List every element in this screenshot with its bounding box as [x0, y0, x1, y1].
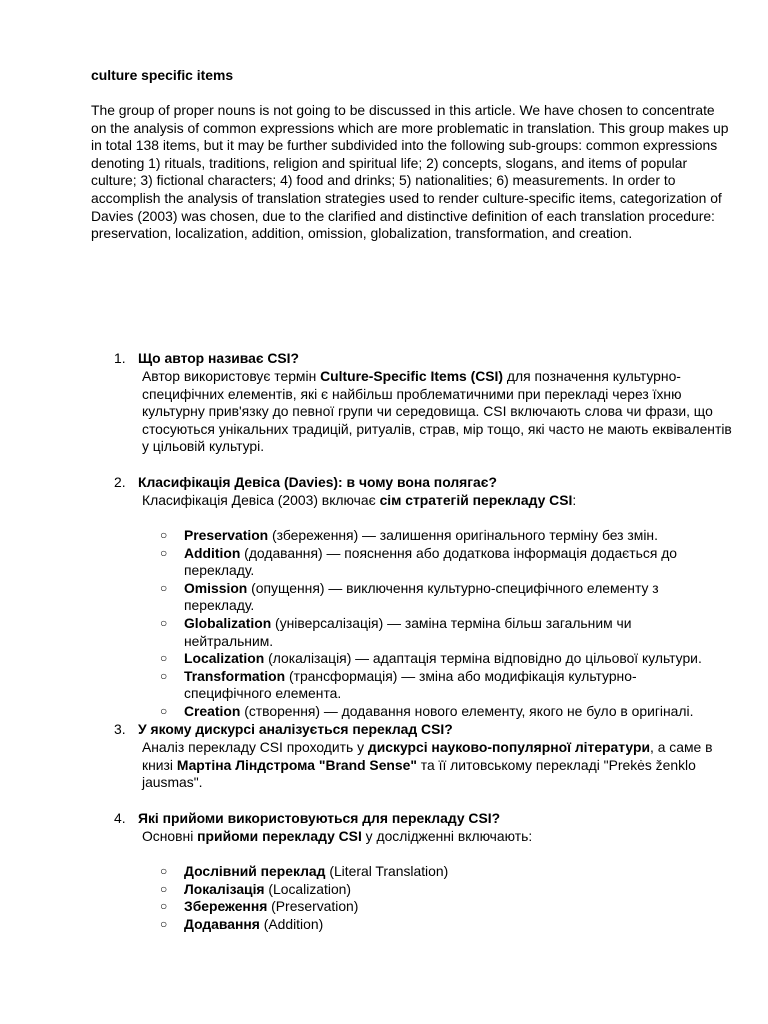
answer-paragraph: Основні прийоми перекладу CSI у дослідженні включають: — [142, 828, 533, 844]
list-item: ○ Додавання (Addition) — [160, 915, 324, 932]
strategy-list — [160, 527, 720, 721]
document-title: culture specific items — [91, 67, 234, 83]
question-title: Класифікація Девіса (Davies): в чому вона полягає? — [138, 474, 497, 490]
circle-bullet-icon: ○ — [160, 703, 168, 718]
circle-bullet-icon: ○ — [160, 916, 168, 931]
list-item: ○ Globalization (універсалізація) — заміна терміна більш загальним чи нейтральним. — [160, 614, 632, 649]
circle-bullet-icon: ○ — [160, 881, 168, 896]
intro-paragraph: The group of proper nouns is not going to be discussed in this article. We have chosen to concentrate on the analysis of common expressions which are more problematic in translation. This group makes up in total 138 items, but it may be further subdivided into the following sub-groups: common expressions denoting 1) rituals, traditions, religion and spiritual life; 2) concepts, slogans, and items of popular culture; 3) fictional characters; 4) food and drinks; 5) nationalities; 6) measurements. In order to accomplish the analysis of translation strategies used to render culture-specific items, categorization of Davies (2003) was chosen, due to the clarified and distinctive definition of each translation procedure: preservation, localization, addition, omission, globalization, transformation, and creation. — [91, 102, 729, 242]
circle-bullet-icon: ○ — [160, 899, 168, 914]
question-title: Які прийоми використовуються для перекладу CSI? — [138, 810, 501, 826]
circle-bullet-icon: ○ — [160, 545, 168, 560]
circle-bullet-icon: ○ — [160, 615, 168, 630]
circle-bullet-icon: ○ — [160, 528, 168, 542]
question-number: 2. — [114, 474, 126, 490]
circle-bullet-icon: ○ — [160, 668, 168, 683]
question-number: 3. — [114, 721, 126, 737]
list-item: ○ Omission (опущення) — виключення культурно-специфічного елементу з перекладу. — [160, 579, 659, 614]
list-item: ○ Preservation (збереження) — залишення оригінального терміну без змін. — [160, 527, 658, 543]
list-item: ○ Збереження (Preservation) — [160, 898, 359, 915]
list-item: ○ Локалізація (Localization) — [160, 880, 352, 897]
answer-paragraph: Автор використовує термін Culture-Specific Items (CSI) для позначення культурно-специфічних елементів, які є найбільш проблематичними при перекладі через їхню культурну прив'язку до певної групи чи середовища. CSI включають слова чи фрази, що стосуються унікальних традицій, ритуалів, страв, мір тощо, які часто не мають еквівалентів у цільовій культурі. — [142, 368, 732, 455]
list-item: ○ Creation (створення) — додавання нового елементу, якого не було в оригіналі. — [160, 702, 694, 719]
answer-paragraph: Аналіз перекладу CSI проходить у дискурсі науково-популярної літератури, а саме в книзі Мартіна Ліндстрома "Brand Sense" та її литовському перекладі "Prekės ženklo jausmas". — [142, 739, 713, 791]
list-item: ○ Addition (додавання) — пояснення або додаткова інформація додається до перекладу. — [160, 544, 678, 579]
circle-bullet-icon: ○ — [160, 864, 168, 878]
answer-paragraph: Класифікація Девіса (2003) включає сім стратегій перекладу CSI: — [142, 492, 577, 508]
list-item: ○ Transformation (трансформація) — зміна або модифікація культурно-специфічного елемента. — [160, 667, 637, 702]
list-item: ○ Localization (локалізація) — адаптація терміна відповідно до цільової культури. — [160, 650, 702, 667]
question-title: У якому дискурсі аналізується переклад CSI? — [138, 721, 453, 737]
list-item: ○ Дослівний переклад (Literal Translation) — [160, 863, 449, 879]
technique-list — [160, 863, 720, 933]
question-number: 4. — [114, 810, 126, 826]
circle-bullet-icon: ○ — [160, 651, 168, 666]
question-number: 1. — [114, 350, 126, 366]
circle-bullet-icon: ○ — [160, 580, 168, 595]
question-title: Що автор називає CSI? — [138, 350, 300, 366]
